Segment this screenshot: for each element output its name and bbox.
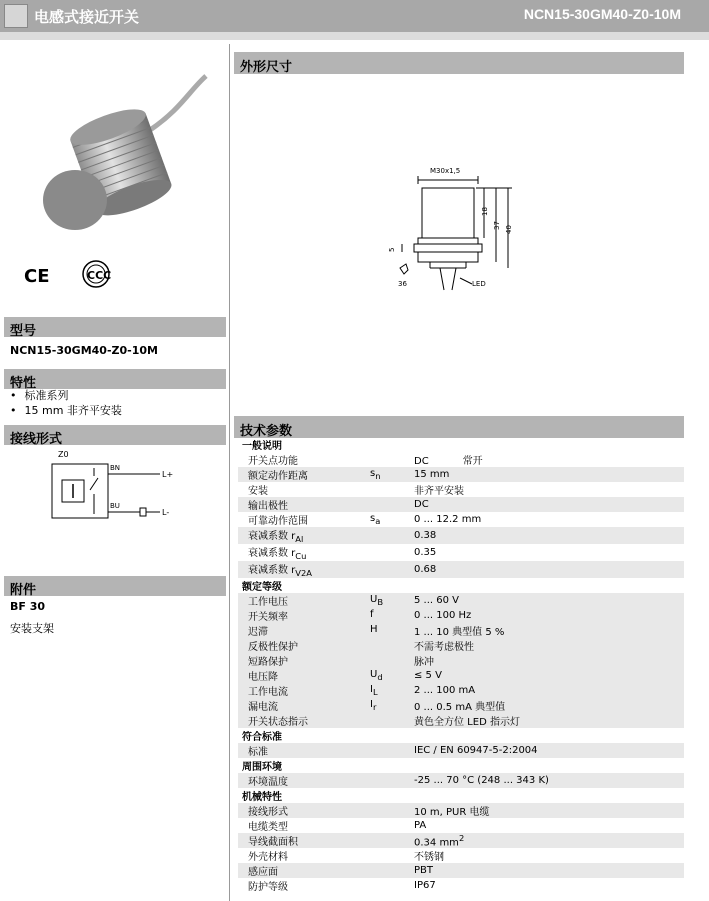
- spec-label: 感应面: [248, 867, 278, 879]
- features-heading: 特性: [4, 369, 226, 389]
- header-model: NCN15-30GM40-Z0-10M: [523, 6, 681, 22]
- spec-row: 衰减系数 $r_{V2A}$ 0.68: [238, 561, 684, 578]
- spec-label: 短路保护: [248, 657, 288, 668]
- spec-row: 额定动作距离 $s_n$ 15 mm: [238, 467, 684, 482]
- spec-category: 额定等级: [242, 582, 282, 593]
- spec-label: 安装: [248, 486, 268, 497]
- spec-value: 5 ... 60 V: [414, 595, 459, 606]
- spec-value: 0.34 mm: [414, 837, 459, 849]
- svg-text:36: 36: [398, 280, 407, 288]
- svg-text:5: 5: [388, 247, 396, 252]
- header-subbar: [0, 32, 709, 40]
- spec-label: 外壳材料: [248, 852, 288, 864]
- spec-table: [238, 437, 684, 893]
- spec-label: 接线形式: [248, 807, 288, 818]
- spec-symbol: f: [370, 609, 374, 620]
- accessory-heading: 附件: [4, 576, 226, 596]
- spec-row: [238, 773, 684, 788]
- spec-value: 0.68: [414, 564, 437, 575]
- feature-item: • 标准系列: [10, 388, 122, 403]
- spec-row: [238, 497, 684, 512]
- spec-label: 开关频率: [248, 612, 288, 623]
- spec-value-secondary: 常开: [462, 456, 483, 467]
- svg-text:37: 37: [493, 221, 501, 230]
- spec-row: 衰减系数 $r_{Cu}$ 0.35: [248, 547, 437, 561]
- spec-row: [238, 638, 684, 653]
- spec-symbol: I: [370, 684, 373, 695]
- spec-category: 机械特性: [242, 792, 282, 803]
- spec-value: -25 ... 70 °C (248 ... 343 K): [414, 775, 549, 786]
- spec-value: 不锈钢: [414, 852, 444, 864]
- features-list: [10, 388, 122, 418]
- spec-row: [238, 878, 684, 893]
- product-photo-icon: [30, 70, 210, 240]
- wiring-heading: 接线形式: [4, 425, 226, 445]
- spec-row: [238, 482, 684, 497]
- accessory-desc: 安装支架: [10, 622, 54, 635]
- spec-value: 2 ... 100 mA: [414, 685, 476, 696]
- model-heading: 型号: [4, 317, 226, 337]
- spec-value: 0.35: [414, 547, 437, 558]
- spec-value: 非齐平安装: [414, 486, 464, 497]
- svg-text:L-: L-: [162, 508, 170, 517]
- left-column: [0, 40, 228, 901]
- svg-text:L+: L+: [162, 470, 174, 479]
- spec-label: 额定动作距离: [248, 471, 308, 482]
- spec-label: 防护等级: [248, 882, 288, 894]
- svg-text:LED: LED: [472, 280, 486, 288]
- spec-label: 导线截面积: [248, 837, 298, 849]
- spec-row: [238, 623, 684, 638]
- spec-row: [238, 452, 684, 467]
- spec-value: IP67: [414, 880, 436, 892]
- spec-label: 工作电流: [248, 687, 288, 698]
- spec-value: DC: [414, 499, 429, 510]
- spec-value: 15 mm: [414, 469, 450, 480]
- certification-icons: [24, 260, 144, 290]
- svg-text:M30x1,5: M30x1,5: [430, 167, 461, 175]
- spec-symbol: s: [370, 468, 376, 479]
- spec-value: PBT: [414, 865, 433, 877]
- spec-value: 0.38: [414, 530, 437, 541]
- spec-row: [238, 818, 684, 833]
- model-value: NCN15-30GM40-Z0-10M: [10, 344, 158, 357]
- feature-item: • 15 mm 非齐平安装: [10, 403, 122, 418]
- spec-value: 不需考虑极性: [414, 642, 474, 653]
- svg-text:BN: BN: [110, 464, 121, 472]
- svg-text:Z0: Z0: [58, 450, 69, 459]
- spec-row: [238, 863, 684, 878]
- svg-text:18: 18: [481, 207, 489, 216]
- wiring-diagram-icon: [50, 448, 200, 528]
- spec-category: 一般说明: [242, 441, 282, 452]
- spec-symbol: U: [370, 594, 378, 605]
- spec-value: 黄色全方位 LED 指示灯: [414, 717, 520, 728]
- spec-value: 0 ... 100 Hz: [414, 610, 472, 621]
- spec-row: [238, 653, 684, 668]
- spec-label: 标准: [248, 747, 268, 758]
- spec-value: ≤ 5 V: [414, 670, 442, 681]
- spec-row: 工作电流 $I_L$ 2 ... 100 mA: [238, 683, 684, 698]
- spec-category: 周围环境: [242, 762, 282, 773]
- spec-row: 漏电流 $I_r$ 0 ... 0.5 mA 典型值: [238, 698, 684, 713]
- spec-row: [238, 713, 684, 728]
- spec-row: [238, 803, 684, 818]
- spec-row: 衰减系数 $r_{Al}$ 0.38: [238, 527, 684, 544]
- spec-symbol: U: [370, 669, 378, 680]
- spec-label: 衰减系数 r: [248, 548, 296, 559]
- spec-row: 导线截面积 0.34 $mm^2$: [238, 833, 684, 848]
- specs-heading: 技术参数: [234, 416, 684, 438]
- dimensions-heading: 外形尺寸: [234, 52, 684, 74]
- spec-value: 0 ... 12.2 mm: [414, 514, 482, 525]
- spec-symbol: s: [370, 513, 376, 524]
- header-bar: [0, 0, 709, 32]
- spec-label: 漏电流: [248, 702, 278, 713]
- svg-text:CE: CE: [24, 266, 50, 287]
- spec-label: 输出极性: [248, 501, 288, 512]
- spec-row: 可靠动作范围 $s_a$ 0 ... 12.2 mm: [248, 513, 482, 527]
- spec-label: 工作电压: [248, 597, 288, 608]
- spec-label: 反极性保护: [248, 642, 298, 653]
- spec-label: 可靠动作范围: [248, 516, 308, 527]
- spec-symbol: I: [370, 699, 373, 710]
- svg-text:40: 40: [505, 225, 513, 234]
- column-divider: [229, 44, 230, 901]
- page-title: 电感式接近开关: [34, 8, 140, 26]
- spec-value: DC: [414, 456, 429, 467]
- spec-row: 电压降 $U_d$ ≤ 5 V: [238, 668, 684, 683]
- spec-value: PA: [414, 820, 427, 831]
- dimension-drawing-icon: [380, 160, 530, 300]
- spec-row: [238, 743, 684, 758]
- spec-label: 衰减系数 r: [248, 531, 296, 542]
- spec-value: 0 ... 0.5 mA 典型值: [414, 702, 506, 713]
- header-square-icon: [4, 4, 28, 28]
- spec-category: 符合标准: [242, 732, 282, 743]
- spec-value: 1 ... 10 典型值 5 %: [414, 627, 505, 638]
- spec-label: 电压降: [248, 672, 278, 683]
- spec-value: 10 m, PUR 电缆: [414, 807, 490, 818]
- spec-label: 环境温度: [248, 777, 288, 788]
- spec-row: [238, 848, 684, 863]
- spec-row: [238, 608, 684, 623]
- spec-row: 工作电压 $U_B$ 5 ... 60 V: [238, 593, 684, 608]
- spec-value: IEC / EN 60947-5-2:2004: [414, 745, 538, 756]
- spec-label: 迟滞: [248, 627, 268, 638]
- spec-label: 衰减系数 r: [248, 565, 296, 576]
- spec-label: 开关点功能: [248, 456, 298, 467]
- accessory-model: BF 30: [10, 600, 46, 613]
- spec-label: 开关状态指示: [248, 717, 308, 728]
- spec-label: 电缆类型: [248, 822, 288, 833]
- spec-value: 脉冲: [414, 657, 434, 668]
- svg-text:BU: BU: [110, 502, 120, 510]
- spec-symbol: H: [370, 624, 378, 635]
- svg-text:CCC: CCC: [87, 269, 112, 282]
